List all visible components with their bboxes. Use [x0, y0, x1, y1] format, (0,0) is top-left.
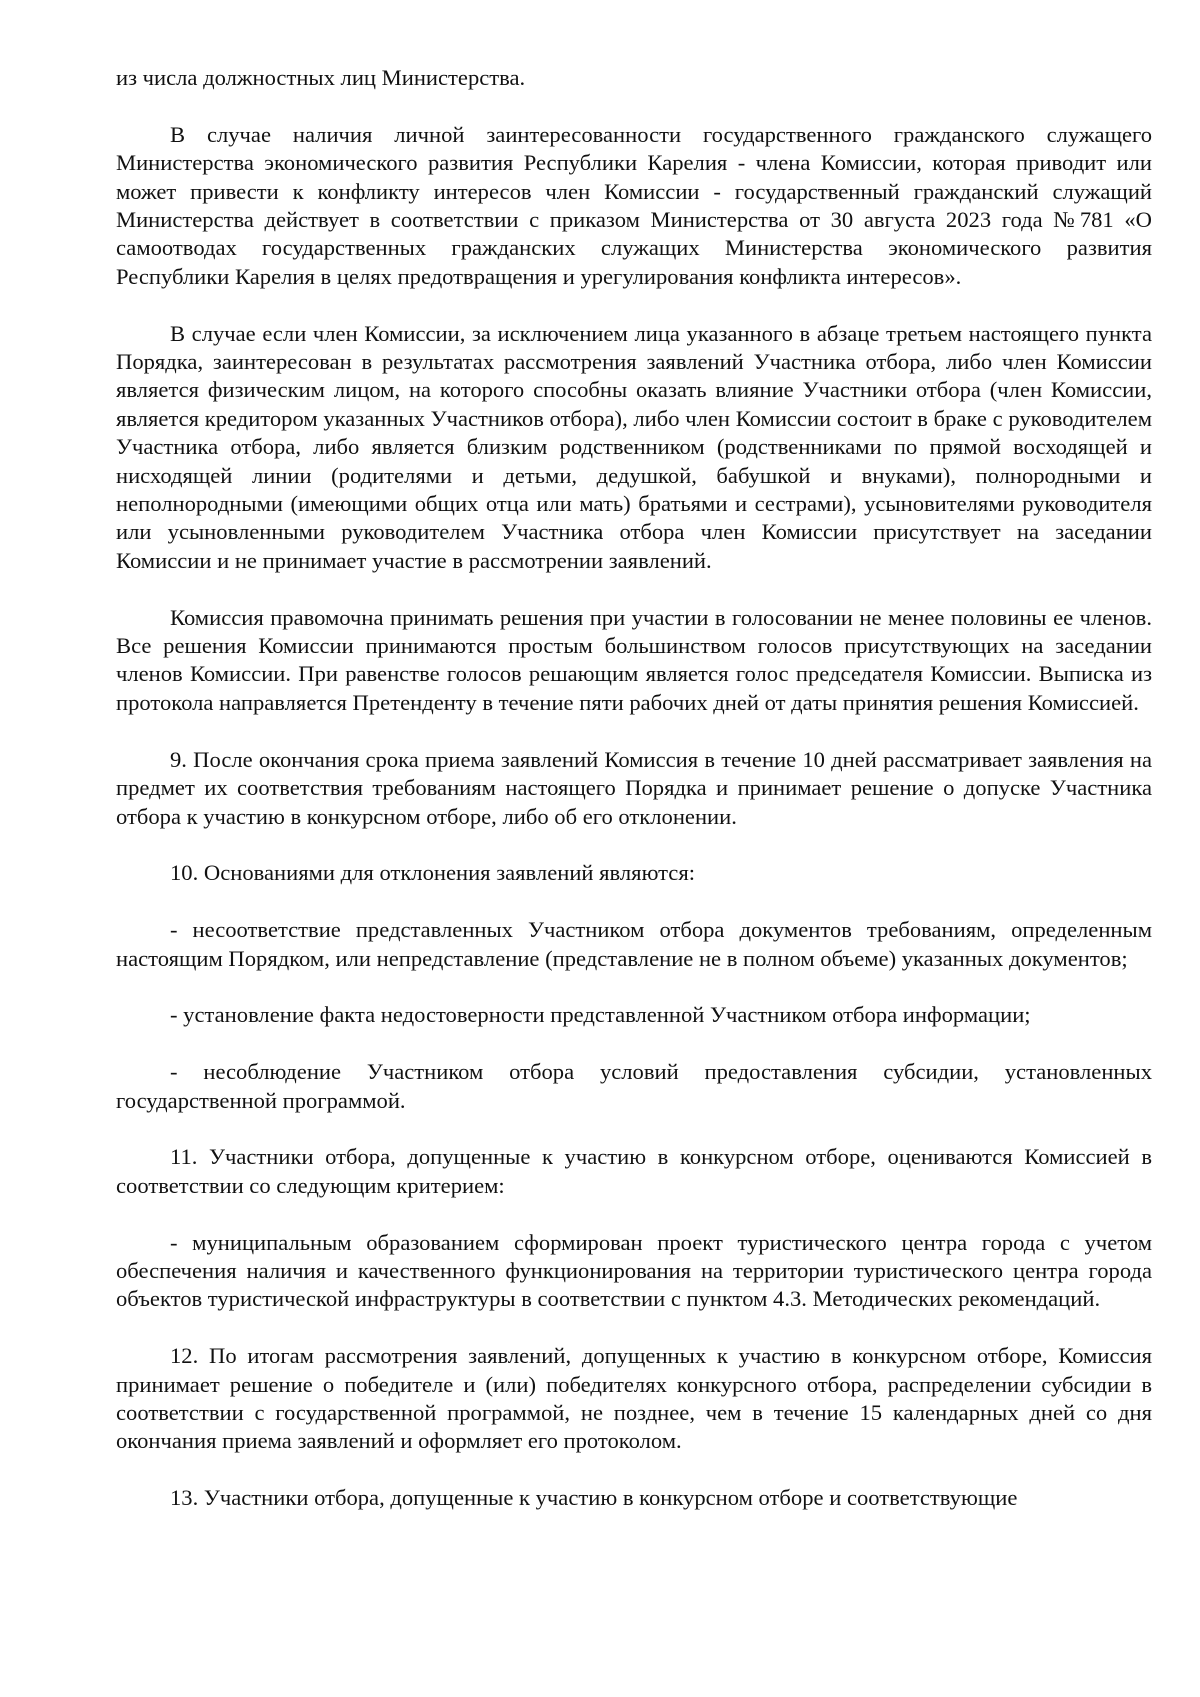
document-page	[116, 64, 1152, 1541]
paragraph-item-11: 11. Участники отбора, допущенные к участию в конкурсном отборе, оцениваются Комиссией в соответствии со следующим критерием:	[116, 1144, 1152, 1198]
list-item-noncompliance: - несоблюдение Участником отбора условий предоставления субсидии, установленных государственной программой.	[116, 1059, 1152, 1113]
paragraph-item-10: 10. Основаниями для отклонения заявлений являются:	[170, 860, 696, 886]
paragraph-conflict-of-interest: В случае наличия личной заинтересованности государственного гражданского служащего Министерства экономического развития Республики Карелия - члена Комиссии, которая приводит или может привести к конфликту интересов член Комиссии - государственный гражданский служащий Министерства действует в соответствии с приказом Министерства от 30 августа 2023 года №781 «О самоотводах государственных гражданских служащих Министерства экономического развития Республики Карелия в целях предотвращения и урегулирования конфликта интересов».	[116, 121, 1152, 289]
paragraph-member-interest: В случае если член Комиссии, за исключением лица указанного в абзаце третьем настоящего пункта Порядка, заинтересован в результатах рассмотрения заявлений Участника отбора, либо член Комиссии является физическим лицом, на которого способны оказать влияние Участники отбора (член Комиссии, является кредитором указанных Участников отбора), либо член Комиссии состоит в браке с руководителем Участника отбора, либо является близким родственником (родственниками по прямой восходящей и нисходящей линии (родителями и детьми, дедушкой, бабушкой и внуками), полнородными и неполнородными (имеющими общих отца или мать) братьями и сестрами), усыновителями руководителя или усыновленными руководителем Участника отбора член Комиссии присутствует на заседании Комиссии и не принимает участие в рассмотрении заявлений.	[116, 320, 1152, 573]
paragraph-item-9: 9. После окончания срока приема заявлений Комиссия в течение 10 дней рассматривает заявления на предмет их соответствия требованиям настоящего Порядка и принимает решение о допуске Участника отбора к участию в конкурсном отборе, либо об его отклонении.	[116, 746, 1152, 829]
list-item-nonconformity: - несоответствие представленных Участником отбора документов требованиям, определенным настоящим Порядком, или непредставление (представление не в полном объеме) указанных документов;	[116, 917, 1152, 971]
paragraph-item-12: 12. По итогам рассмотрения заявлений, допущенных к участию в конкурсном отборе, Комиссия принимает решение о победителе и (или) победителях конкурсного отбора, распределении субсидии в соответствии с государственной программой, не позднее, чем в течение 15 календарных дней со дня окончания приема заявлений и оформляет его протоколом.	[116, 1343, 1152, 1454]
paragraph-quorum: Комиссия правомочна принимать решения при участии в голосовании не менее половины ее членов. Все решения Комиссии принимаются простым большинством голосов присутствующих на заседании членов Комиссии. При равенстве голосов решающим является голос председателя Комиссии. Выписка из протокола направляется Претенденту в течение пяти рабочих дней от даты принятия решения Комиссией.	[116, 604, 1152, 715]
paragraph-item-13: 13. Участники отбора, допущенные к участию в конкурсном отборе и соответствующие	[170, 1485, 1018, 1511]
list-item-criterion: - муниципальным образованием сформирован проект туристического центра города с учетом обеспечения наличия и качественного функционирования на территории туристического центра города объектов туристической инфраструктуры в соответствии с пунктом 4.3. Методических рекомендаций.	[116, 1229, 1152, 1312]
paragraph-continuation: из числа должностных лиц Министерства.	[116, 65, 526, 90]
list-item-false-information: - установление факта недостоверности представленной Участником отбора информации;	[170, 1002, 1031, 1028]
